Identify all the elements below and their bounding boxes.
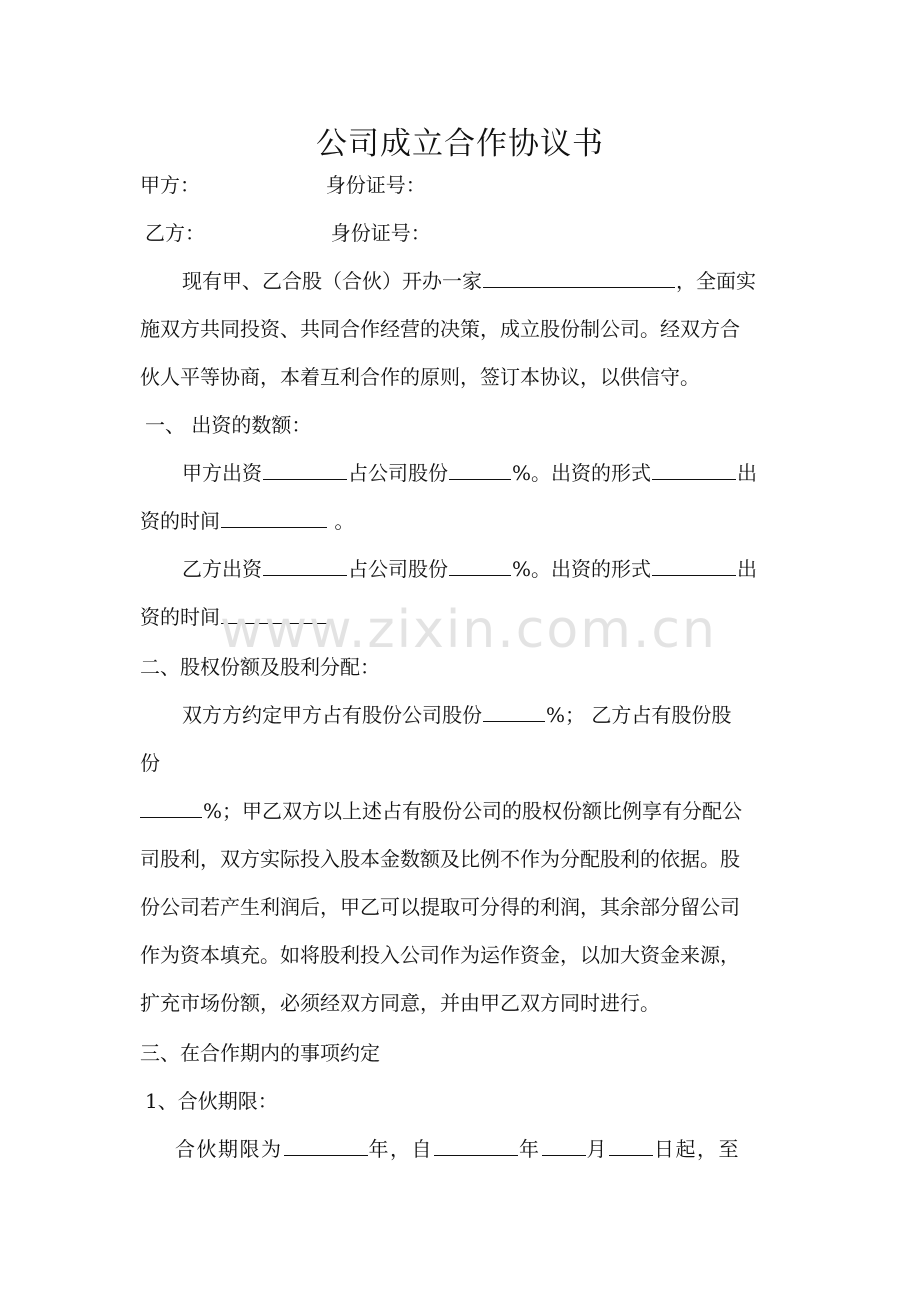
section-2-heading: 二、股权份额及股利分配：: [140, 655, 380, 679]
party-b-time-line: [140, 604, 328, 630]
party-a-investment-line: [182, 460, 757, 486]
party-a-id-label: 身份证号：: [325, 173, 426, 197]
text: %。出资的形式: [512, 557, 652, 581]
blank: [542, 1137, 586, 1156]
share-line-2: 份: [140, 751, 160, 775]
share-line-1: [182, 702, 731, 728]
text: 月: [586, 1137, 608, 1161]
blank: [263, 461, 347, 480]
blank: [483, 703, 545, 722]
blank: [652, 461, 736, 480]
share-line-3: [140, 798, 742, 824]
intro-text: 现有甲、乙合股（合伙）开办一家: [182, 269, 482, 293]
share-line-7: 扩充市场份额，必须经双方同意，并由甲乙双方同时进行。: [140, 991, 660, 1015]
section-3-heading: 三、在合作期内的事项约定: [140, 1041, 380, 1065]
watermark: www.zixin.com.cn: [220, 600, 717, 660]
intro-line-3: 伙人平等协商，本着互利合作的原则，签订本协议，以供信守。: [140, 365, 700, 389]
text: 出: [737, 461, 758, 485]
blank: [434, 1137, 518, 1156]
subsection-1-heading: 1、合伙期限：: [145, 1089, 278, 1113]
text: %； 乙方占有股份股: [546, 703, 732, 727]
text: 合伙期限为: [175, 1137, 283, 1161]
blank: [609, 1137, 653, 1156]
intro-text: ，全面实: [676, 269, 756, 293]
party-a-label: 甲方：: [140, 173, 200, 197]
blank: [449, 557, 511, 576]
term-line: [175, 1136, 740, 1162]
blank: [284, 1137, 368, 1156]
section-1-heading: 一、 出资的数额：: [145, 413, 312, 437]
blank: [449, 461, 511, 480]
text: 资的时间: [140, 509, 220, 533]
party-a-row: [140, 172, 426, 198]
blank: [140, 799, 202, 818]
party-b-label: 乙方：: [145, 221, 205, 245]
text: %；甲乙双方以上述占有股份公司的股权份额比例享有分配公: [203, 799, 743, 823]
blank: [263, 557, 347, 576]
company-name-blank: [483, 269, 675, 288]
text: 双方方约定甲方占有股份公司股份: [182, 703, 482, 727]
party-b-row: [145, 220, 431, 246]
text: 甲方出资: [182, 461, 262, 485]
intro-line-1: [182, 268, 756, 294]
text: %。出资的形式: [512, 461, 652, 485]
text: 出: [737, 557, 758, 581]
party-b-investment-line: [182, 556, 757, 582]
blank: [221, 509, 327, 528]
text: 。: [328, 509, 355, 533]
blank: [652, 557, 736, 576]
share-line-6: 作为资本填充。如将股利投入公司作为运作资金，以加大资金来源，: [140, 943, 740, 967]
party-b-id-label: 身份证号：: [330, 221, 431, 245]
text: 资的时间: [140, 605, 220, 629]
text: 年，自: [368, 1137, 433, 1161]
text: 乙方出资: [182, 557, 262, 581]
intro-line-2: 施双方共同投资、共同合作经营的决策，成立股份制公司。经双方合: [140, 317, 740, 341]
share-line-4: 司股利，双方实际投入股本金数额及比例不作为分配股利的依据。股: [140, 847, 740, 871]
document-title: 公司成立合作协议书: [316, 126, 604, 162]
text: 占公司股份: [348, 461, 448, 485]
party-a-time-line: [140, 508, 354, 534]
text: 日起，至: [654, 1137, 740, 1161]
share-line-5: 份公司若产生利润后，甲乙可以提取可分得的利润，其余部分留公司: [140, 895, 740, 919]
text: 占公司股份: [348, 557, 448, 581]
text: 年: [519, 1137, 541, 1161]
blank: [221, 605, 327, 624]
